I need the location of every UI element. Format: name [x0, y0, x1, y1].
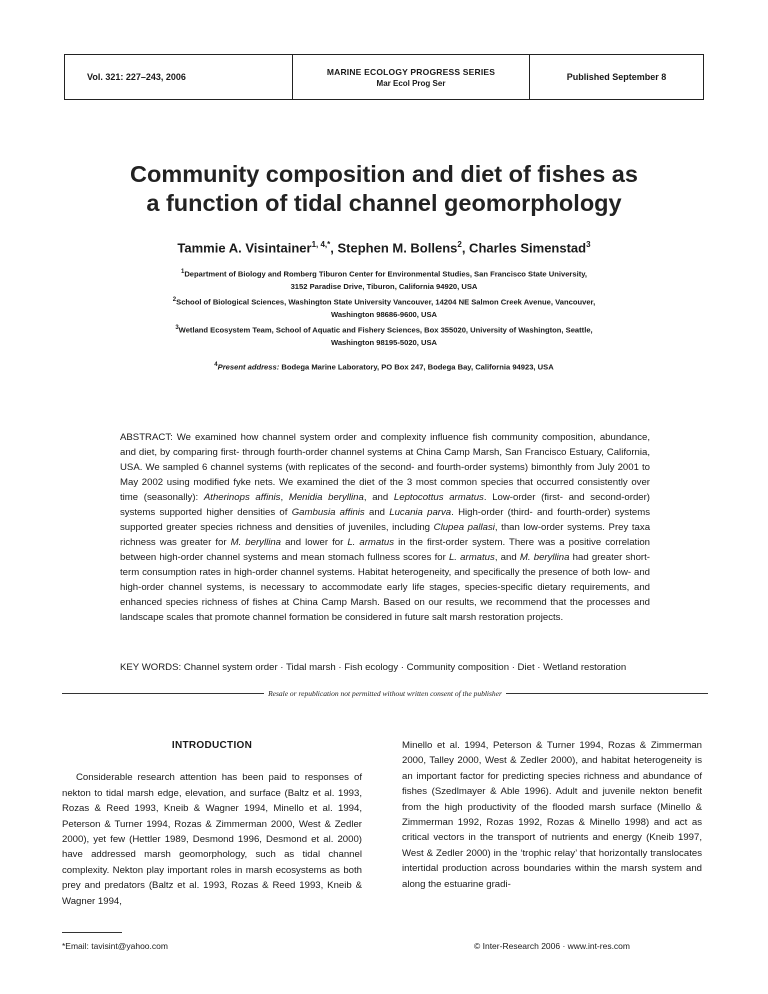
divider [62, 693, 264, 694]
affiliation-1 [110, 266, 658, 293]
title-line-2: a function of tidal channel geomorphology [146, 190, 622, 216]
journal-name-box [293, 55, 530, 99]
paper-title [0, 160, 768, 218]
abstract: ABSTRACT: We examined how channel system order and complexity influence fish community composition, abundance, and diet, by comparing first- through fourth-order channel systems at China Camp Marsh, San Francisco Estuary, California, USA. We sampled 6 channel systems (with replicates of the second- and fourth-order systems) bimonthly from July 2001 to May 2002 using modified fyke nets. We examined the diet of the 3 most common species that occurred consistently over time (seasonally): Atherinops affinis, Menidia beryllina, and Leptocottus armatus. Low-order (first- and second-order) systems supported higher densities of Gambusia affinis and Lucania parva. High-order (third- and fourth-order) systems supported greater species richness and densities of juveniles, including Clupea pallasi, than low-order systems. Prey taxa richness was greater for M. beryllina and lower for L. armatus in the first-order system. There was a positive correlation between high-order channel systems and mean stomach fullness scores for L. armatus, and M. beryllina had greater short-term consumption rates in high-order channel systems. Habitat heterogeneity, and specifically the presence of both low- and high-order channel systems, is necessary to accommodate early life stages, species-specific dietary requirements, and enhanced species richness of fishes at China Camp Marsh. Based on our results, we recommend that the processes and landscape scales that promote channel formation be considered in future salt marsh restoration projects. [120, 432, 651, 623]
body-paragraph: Considerable research attention has been paid to responses of nekton to tidal marsh edge, elevation, and surface (Baltz et al. 1993, Rozas & Reed 1993, Kneib & Wagner 1994, Minello et al. 1994, Peterson & Turner 1994, Rozas & Zimmerman 2000, West & Zedler 2000), yet few (Hettler 1989, Desmond 1996, Desmond et al. 2000) have addressed marsh geomorphology, such as tidal channel complexity. Nekton play important roles in marsh ecosystems as both prey and predators (Baltz et al. 1993, Rozas & Reed 1993, Kneib & Wagner 1994, [62, 772, 362, 907]
author-name: , Stephen M. Bollens [330, 240, 458, 256]
body-column-right [402, 738, 702, 892]
journal-abbrev: Mar Ecol Prog Ser [376, 78, 446, 88]
author-sup: 1, 4,* [311, 240, 331, 249]
journal-header [64, 54, 704, 100]
resale-notice [62, 689, 708, 698]
affiliation-sup: 4 [214, 362, 218, 368]
affiliation-sup: 2 [172, 297, 177, 303]
affiliation-text: Wetland Ecosystem Team, School of Aquatic and Fishery Sciences, Box 355020, University of Washington, Seattle, [178, 325, 593, 335]
section-heading: INTRODUCTION [171, 740, 253, 751]
author-name: , Charles Simenstad [461, 240, 587, 256]
footnote-divider [62, 932, 122, 933]
affiliation-text: Washington 98195-5020, USA [330, 337, 438, 347]
affiliation-sup: 1 [180, 269, 185, 275]
journal-name: MARINE ECOLOGY PROGRESS SERIES [326, 66, 496, 77]
affiliation-3 [110, 322, 658, 349]
footnote-email: *Email: tavisint@yahoo.com [62, 941, 168, 951]
affiliation-2 [110, 294, 658, 321]
author-list [0, 240, 768, 255]
copyright: © Inter-Research 2006 · www.int-res.com [473, 941, 630, 951]
affiliation-text: Bodega Marine Laboratory, PO Box 247, Bodega Bay, California 94923, USA [279, 362, 554, 372]
title-line-1: Community composition and diet of fishes as [130, 161, 638, 187]
affiliation-4 [110, 359, 658, 374]
affiliation-text: Department of Biology and Romberg Tiburon Center for Environmental Studies, San Francisco State University, [184, 269, 588, 279]
affiliation-text: School of Biological Sciences, Washington State University Vancouver, 14204 NE Salmon Creek Avenue, Vancouver, [176, 297, 596, 307]
author-sup: 2 [457, 240, 462, 249]
volume-info: Vol. 321: 227–243, 2006 [65, 55, 293, 99]
body-paragraph: Minello et al. 1994, Peterson & Turner 1994, Rozas & Zimmerman 2000, Talley 2000, West & Zedler 2000), and habitat heterogeneity is an important factor for predicting species richness and abundance of fishes (Szedlmayer & Able 1996). Adult and juvenile nekton benefit from the high productivity of the flooded marsh surface (Minello & Zimmerman 1992, Rozas 1992, Rozas & Minello 1998) and act as critical vectors in the transport of nutrients and energy (Kneib 1997, West & Zedler 2000) in the ‘trophic relay’ that horizontally translocates intertidal production across boundaries within the marsh system and along the estuarine gradi- [402, 740, 702, 890]
keywords: KEY WORDS: Channel system order · Tidal marsh · Fish ecology · Community composition · Diet · Wetland restoration [120, 662, 627, 673]
divider [506, 693, 708, 694]
present-address-label: Present address: [217, 362, 280, 372]
affiliation-sup: 3 [175, 325, 179, 331]
publication-date: Published September 8 [566, 72, 667, 82]
author-sup: 3 [586, 240, 591, 249]
author-name: Tammie A. Visintainer [177, 240, 312, 256]
resale-text: Resale or republication not permitted without written consent of the publisher [268, 689, 502, 698]
affiliation-text: Washington 98686-9600, USA [330, 309, 438, 319]
body-column-left [62, 738, 362, 909]
affiliation-text: 3152 Paradise Drive, Tiburon, California 94920, USA [290, 281, 478, 291]
